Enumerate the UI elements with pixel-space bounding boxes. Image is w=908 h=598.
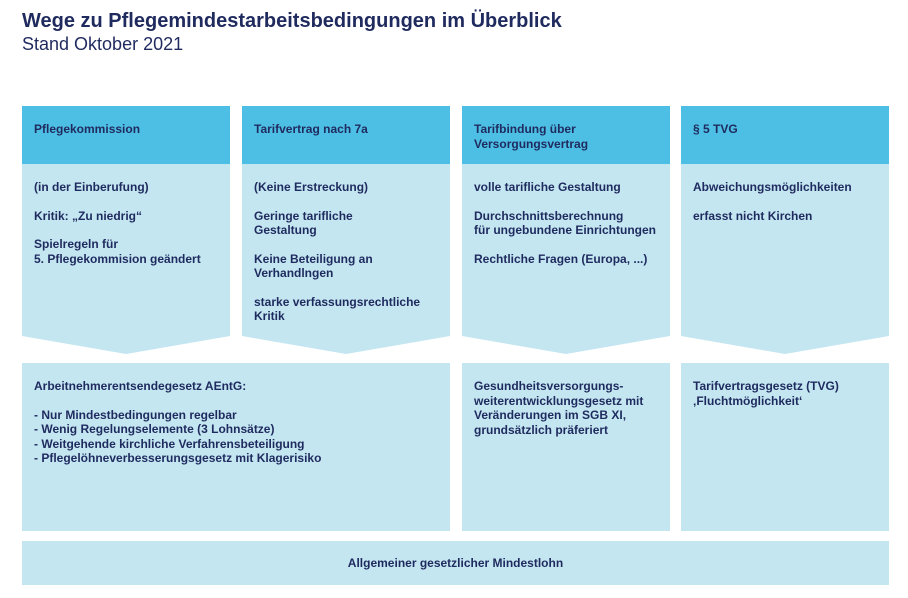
column-header: Tarifbindung über Versorgungsvertrag (462, 106, 670, 164)
aentg-title: Arbeitnehmerentsendegesetz AEntG: (34, 379, 247, 393)
list-item: - Pflegelöhneverbesserungsgesetz mit Klagerisiko (34, 451, 322, 465)
column-item: Kritik: „Zu niedrig“ (34, 208, 142, 223)
gvwg-line: weiterentwicklungsgesetz mit (474, 393, 644, 408)
column-body (22, 164, 230, 336)
column-item: erfasst nicht Kirchen (693, 208, 813, 223)
column-tarifvertrag-7a (242, 106, 450, 354)
column-item: (in der Einberufung) (34, 180, 149, 194)
down-arrow (22, 336, 230, 354)
aentg-box (22, 363, 450, 531)
column-body (462, 164, 670, 336)
column-item: Rechtliche Fragen (Europa, ...) (474, 251, 648, 266)
column-item: Geringe tarifliche Gestaltung (254, 208, 353, 237)
column-item: Durchschnittsberechnung für ungebundene Einrichtungen (474, 208, 656, 237)
down-arrow (242, 336, 450, 354)
column-pflegekommission (22, 106, 230, 354)
mindestlohn-label: Allgemeiner gesetzlicher Mindestlohn (347, 556, 564, 570)
list-item: - Wenig Regelungselemente (3 Lohnsätze) (34, 422, 275, 436)
tvg-line: Tarifvertragsgesetz (TVG) (693, 379, 839, 393)
column-header: Pflegekommission (22, 106, 230, 164)
column-header: § 5 TVG (681, 106, 889, 164)
page-subtitle: Stand Oktober 2021 (22, 34, 184, 54)
down-arrow (681, 336, 889, 354)
column-item: (Keine Erstreckung) (254, 180, 369, 194)
column-header: Tarifvertrag nach 7a (242, 106, 450, 164)
tvg-line: ‚Fluchtmöglichkeit‘ (693, 393, 803, 408)
column-item: Keine Beteiligung an Verhandlngen (254, 251, 373, 280)
gvwg-line: Gesundheitsversorgungs- (474, 379, 624, 393)
column-body (242, 164, 450, 336)
column-tvg (681, 106, 889, 354)
page-title: Wege zu Pflegemindestarbeitsbedingungen im Überblick (22, 10, 562, 32)
column-item: Abweichungsmöglichkeiten (693, 180, 852, 194)
column-tarifbindung (462, 106, 670, 354)
column-body (681, 164, 889, 336)
gvwg-box (462, 363, 670, 531)
tvg-box (681, 363, 889, 531)
down-arrow (462, 336, 670, 354)
gvwg-line: Veränderungen im SGB XI, (474, 408, 627, 422)
column-item: Spielregeln für 5. Pflegekommision geändert (34, 237, 201, 266)
list-item: - Weitgehende kirchliche Verfahrensbeteiligung (34, 436, 305, 451)
column-item: volle tarifliche Gestaltung (474, 180, 621, 194)
column-item: starke verfassungsrechtliche Kritik (254, 294, 421, 323)
mindestlohn-bar (22, 541, 889, 585)
gvwg-line: grundsätzlich präferiert (474, 422, 609, 437)
list-item: - Nur Mindestbedingungen regelbar (34, 407, 237, 422)
aentg-list (34, 408, 438, 466)
